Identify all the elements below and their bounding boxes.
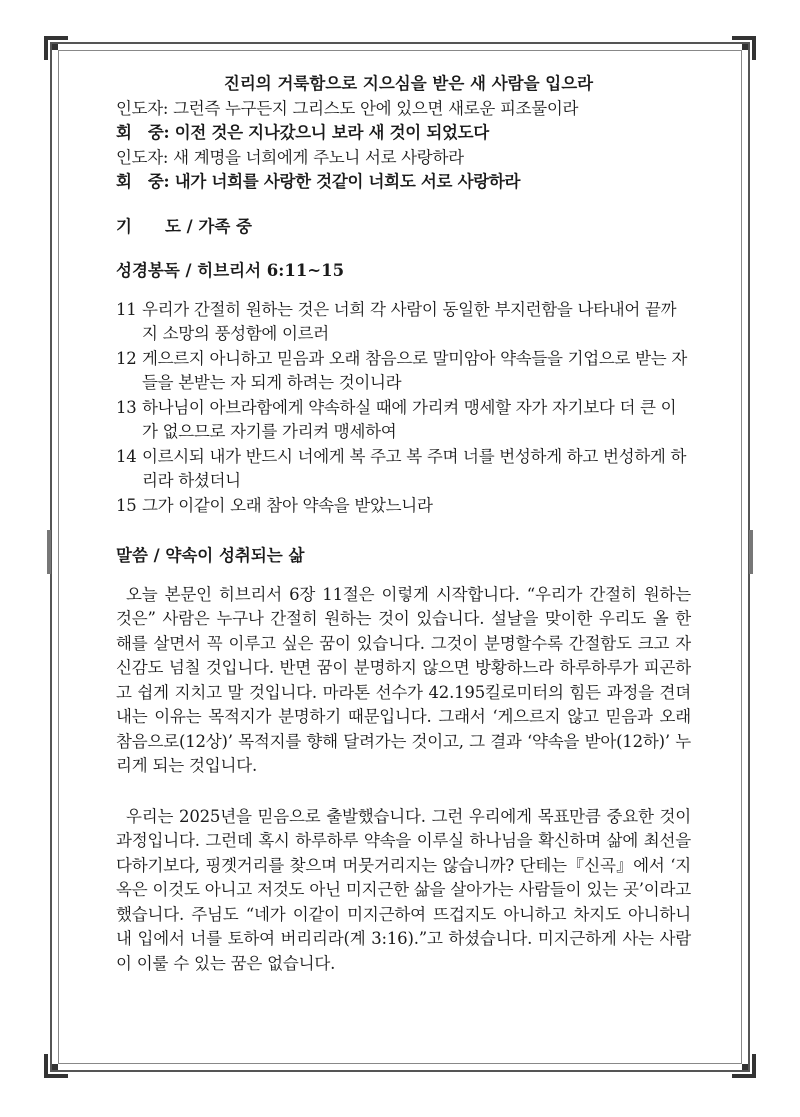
line-text: 이전 것은 지나갔으니 보라 새 것이 되었도다 bbox=[174, 123, 489, 142]
sermon-body bbox=[116, 583, 691, 977]
verse-text: 게으르지 아니하고 믿음과 오래 참음으로 말미암아 약속들을 기업으로 받는 자들을 본받는 자 되게 하려는 것이니라 bbox=[142, 348, 687, 392]
line-text: 내가 너희를 사랑한 것같이 너희도 서로 사랑하라 bbox=[174, 172, 521, 191]
verse-number: 14 bbox=[116, 446, 137, 466]
prayer-heading: 기 도 / 가족 중 bbox=[116, 216, 252, 236]
responsive-line bbox=[116, 170, 691, 195]
side-ornament-right bbox=[749, 530, 753, 574]
verse bbox=[116, 445, 691, 494]
line-text: 그런즉 누구든지 그리스도 안에 있으면 새로운 피조물이라 bbox=[173, 98, 579, 118]
verse-number: 15 bbox=[116, 495, 137, 515]
speaker-label: 인도자: bbox=[116, 98, 169, 118]
verse bbox=[116, 494, 691, 519]
verse-text: 그가 이같이 오래 참아 약속을 받았느니라 bbox=[142, 495, 433, 515]
verse-text: 하나님이 아브라함에게 약속하실 때에 가리켜 맹세할 자가 자기보다 더 큰 이가 없으므로 자기를 가리켜 맹세하여 bbox=[142, 397, 677, 441]
verse-text: 이르시되 내가 반드시 너에게 복 주고 복 주며 너를 번성하게 하고 번성하게 하리라 하셨더니 bbox=[142, 446, 687, 490]
corner-ornament-bottom-right bbox=[730, 1052, 756, 1078]
scripture-verses bbox=[116, 298, 691, 519]
sermon-heading: 말씀 / 약속이 성취되는 삶 bbox=[116, 546, 305, 565]
verse-number: 11 bbox=[116, 299, 137, 319]
verse-number: 12 bbox=[116, 348, 137, 368]
bulletin-content bbox=[116, 72, 691, 976]
responsive-reading bbox=[116, 97, 691, 195]
verse bbox=[116, 396, 691, 445]
verse-text: 우리가 간절히 원하는 것은 너희 각 사람이 동일한 부지런함을 나타내어 끝까지 소망의 풍성함에 이르러 bbox=[142, 299, 677, 343]
responsive-line bbox=[116, 121, 691, 146]
responsive-line bbox=[116, 146, 691, 171]
corner-ornament-top-left bbox=[44, 36, 70, 62]
corner-ornament-top-right bbox=[730, 36, 756, 62]
sermon-paragraph: 오늘 본문인 히브리서 6장 11절은 이렇게 시작합니다. “우리가 간절히 원하는 것은” 사람은 누구나 간절히 원하는 것이 있습니다. 설날을 맞이한 우리도 올 한 해를 살면서 꼭 이루고 싶은 꿈이 있습니다. 그것이 분명할수록 간절함도 크고 자신감도 넘칠 것입니다. 반면 꿈이 분명하지 않으면 방황하느라 하루하루가 피곤하고 쉽게 지치고 말 것입니다. 마라톤 선수가 42.195킬로미터의 힘든 과정을 견뎌내는 이유는 목적지가 분명하기 때문입니다. 그래서 ‘게으르지 않고 믿음과 오래 참음으로(12상)’ 목적지를 향해 달려가는 것이고, 그 결과 ‘약속을 받아(12하)’ 누리게 되는 것입니다. bbox=[116, 584, 691, 775]
side-ornament-left bbox=[47, 530, 51, 574]
speaker-label: 인도자: bbox=[116, 147, 169, 167]
speaker-label: 회 중: bbox=[116, 123, 170, 142]
corner-ornament-bottom-left bbox=[44, 1052, 70, 1078]
scripture-heading: 성경봉독 / 히브리서 6:11~15 bbox=[116, 261, 345, 280]
responsive-reading-title: 진리의 거룩함으로 지으심을 받은 새 사람을 입으라 bbox=[223, 74, 594, 93]
verse bbox=[116, 298, 691, 347]
responsive-line bbox=[116, 97, 691, 122]
line-text: 새 계명을 너희에게 주노니 서로 사랑하라 bbox=[173, 147, 464, 167]
sermon-paragraph: 우리는 2025년을 믿음으로 출발했습니다. 그런 우리에게 목표만큼 중요한 것이 과정입니다. 그런데 혹시 하루하루 약속을 이루실 하나님을 확신하며 삶에 최선을 다하기보다, 핑곗거리를 찾으며 머뭇거리지는 않습니까? 단테는『신곡』에서 ‘지옥은 이것도 아니고 저것도 아닌 미지근한 삶을 살아가는 사람들이 있는 곳’이라고 했습니다. 주님도 “네가 이같이 미지근하여 뜨겁지도 아니하고 차지도 아니하니 내 입에서 너를 토하여 버리리라(계 3:16).”고 하셨습니다. 미지근하게 사는 사람이 이룰 수 있는 꿈은 없습니다. bbox=[116, 806, 691, 973]
speaker-label: 회 중: bbox=[116, 172, 170, 191]
verse-number: 13 bbox=[116, 397, 137, 417]
verse bbox=[116, 347, 691, 396]
